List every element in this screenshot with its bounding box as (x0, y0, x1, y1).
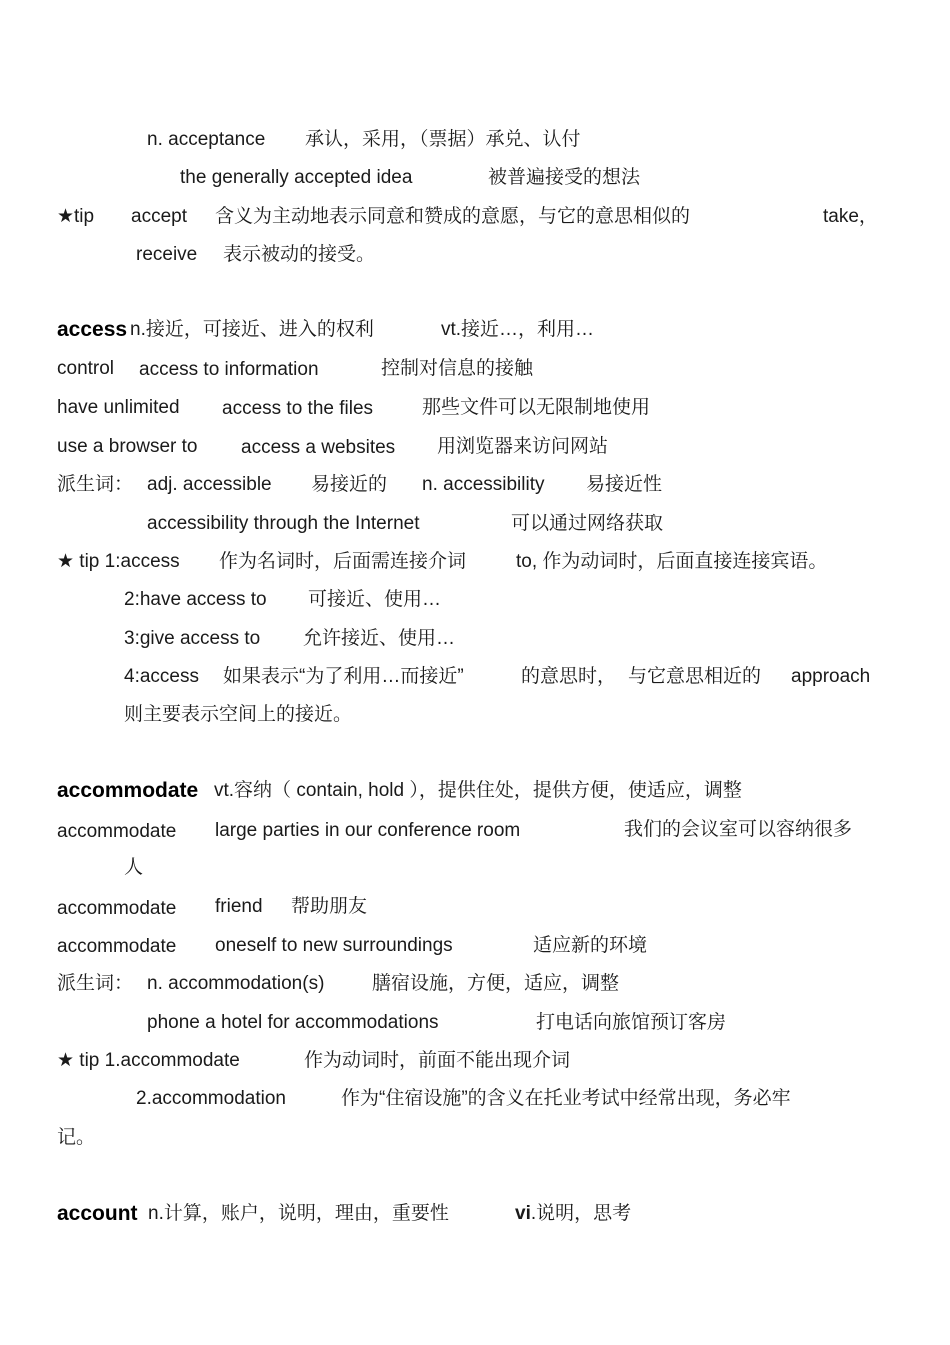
account-def-verb-pos: vi (515, 1203, 531, 1224)
access-tip3-a: 3:give access to (124, 628, 261, 649)
accommodate-tip2-b: 作为“住宿设施”的含义在托业考试中经常出现，务必牢 (341, 1088, 791, 1109)
tip-label: ★tip (57, 206, 95, 227)
accommodate-tip2-a: 2.accommodation (136, 1088, 286, 1109)
access-ex2-b: access to the files (222, 398, 374, 419)
access-deriv1-cn: 易接近的 (311, 474, 388, 495)
account-def-verb (515, 1203, 631, 1225)
accommodate-deriv1: n. accommodation(s) (147, 973, 325, 994)
access-tip4-f: 则主要表示空间上的接近。 (124, 704, 353, 725)
accommodate-ex2-a: accommodate (57, 898, 177, 919)
access-tip2-b: 可接近、使用… (308, 589, 442, 610)
headword-accommodate: accommodate (57, 779, 199, 802)
access-deriv-label: 派生词： (57, 474, 134, 495)
access-deriv-example-cn: 可以通过网络获取 (511, 513, 664, 534)
access-deriv-example: accessibility through the Internet (147, 513, 420, 534)
tip-take: take， (823, 206, 878, 227)
access-ex2-cn: 那些文件可以无限制地使用 (422, 397, 651, 418)
access-tip2-a: 2:have access to (124, 589, 267, 610)
accommodate-ex1-cn2: 人 (124, 857, 144, 878)
access-tip3-b: 允许接近、使用… (303, 628, 456, 649)
access-ex2-a: have unlimited (57, 397, 180, 418)
headword-account: account (57, 1202, 138, 1225)
access-deriv1: adj. accessible (147, 474, 272, 495)
access-ex1-b: access to information (139, 359, 319, 380)
accommodate-def: vt.容纳（ contain, hold ），提供住处，提供方便，使适应，调整 (214, 780, 742, 801)
access-tip1-b: 作为名词时，后面需连接介词 (219, 551, 467, 572)
access-tip4-b: 如果表示“为了利用…而接近” (223, 666, 464, 687)
account-def-verb-text: .说明，思考 (530, 1203, 632, 1224)
accommodate-ex3-a: accommodate (57, 936, 177, 957)
accommodate-ex1-b: large parties in our conference room (215, 820, 521, 841)
accommodate-ex3-cn: 适应新的环境 (533, 935, 648, 956)
accommodate-tip1-a: ★ tip 1.accommodate (57, 1050, 240, 1071)
access-ex3-b: access a websites (241, 437, 396, 458)
access-deriv2-cn: 易接近性 (586, 474, 663, 495)
accommodate-tip2-c: 记。 (57, 1127, 96, 1148)
access-tip1-c: to, 作为动词时，后面直接连接宾语。 (516, 551, 828, 572)
headword-access: access (57, 318, 128, 341)
acceptance-noun-cn: 承认，采用，（票据）承兑、认付 (305, 129, 581, 150)
accommodate-ex2-cn: 帮助朋友 (291, 896, 368, 917)
accommodate-deriv-example-cn: 打电话向旅馆预订客房 (536, 1012, 727, 1033)
access-tip4-e: approach (791, 666, 871, 687)
accommodate-ex1-cn: 我们的会议室可以容纳很多 (624, 819, 853, 840)
accommodate-deriv-label: 派生词： (57, 973, 134, 994)
accommodate-deriv-example: phone a hotel for accommodations (147, 1012, 439, 1033)
account-def-noun: n.计算，账户，说明，理由，重要性 (148, 1203, 449, 1224)
access-tip4-a: 4:access (124, 666, 199, 687)
accommodate-deriv1-cn: 膳宿设施，方便，适应，调整 (372, 973, 620, 994)
access-deriv2: n. accessibility (422, 474, 545, 495)
accommodate-tip1-b: 作为动词时，前面不能出现介词 (304, 1050, 571, 1071)
access-tip1-a: ★ tip 1:access (57, 551, 180, 572)
access-ex3-cn: 用浏览器来访问网站 (437, 436, 609, 457)
tip-receive: receive (136, 244, 198, 265)
access-tip4-d: 与它意思相近的 (628, 666, 762, 687)
acceptance-noun: n. acceptance (147, 129, 266, 150)
access-ex1-cn: 控制对信息的接触 (381, 358, 534, 379)
access-ex1-a: control (57, 358, 115, 379)
accommodate-ex1-a: accommodate (57, 821, 177, 842)
tip-text-2: 表示被动的接受。 (223, 244, 376, 265)
access-tip4-c: 的意思时， (521, 666, 617, 687)
access-def-noun: n.接近，可接近、进入的权利 (130, 319, 374, 340)
access-ex3-a: use a browser to (57, 436, 198, 457)
tip-text: 含义为主动地表示同意和赞成的意愿，与它的意思相似的 (215, 206, 691, 227)
tip-word-accept: accept (131, 206, 187, 227)
acceptance-example-en: the generally accepted idea (180, 167, 413, 188)
access-def-verb: vt.接近…，利用… (441, 319, 595, 340)
accommodate-ex2-b: friend (215, 896, 263, 917)
acceptance-example-cn: 被普遍接受的想法 (488, 167, 641, 188)
accommodate-ex3-b: oneself to new surroundings (215, 935, 453, 956)
